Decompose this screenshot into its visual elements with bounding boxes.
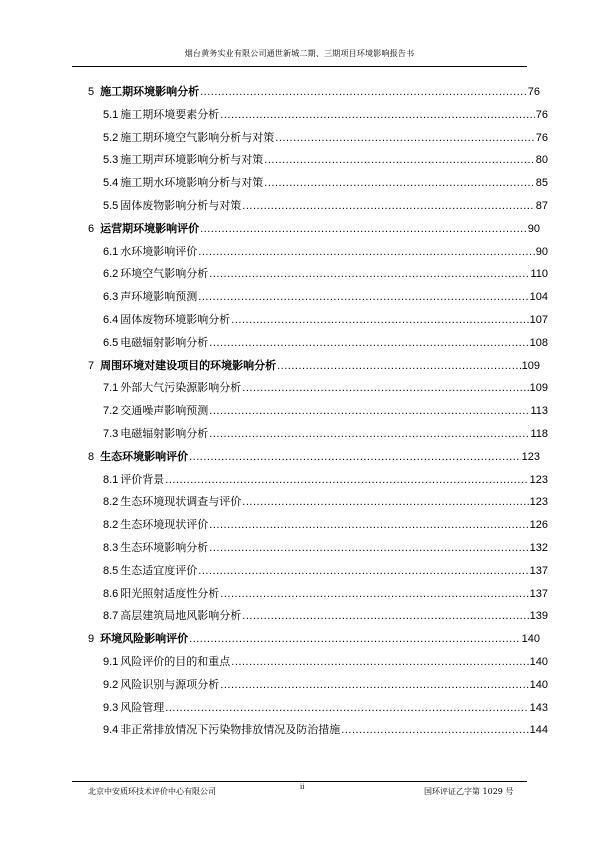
toc-section-row[interactable]	[103, 427, 548, 441]
toc-page-number: 123	[529, 496, 548, 509]
toc-leader-dots	[275, 131, 534, 145]
toc-number: 6.3	[103, 291, 119, 304]
toc-chapter-row[interactable]	[88, 632, 540, 646]
toc-page-number: 140	[529, 656, 548, 668]
toc-section-row[interactable]	[103, 245, 548, 259]
toc-leader-dots	[209, 518, 528, 532]
toc-title: 非正常排放情况下污染物排放情况及防治措施	[120, 723, 341, 737]
toc-number: 9	[88, 633, 95, 646]
toc-page-number: 140	[529, 678, 548, 691]
toc-title: 施工期声环境影响分析与对策	[120, 153, 264, 167]
toc-page-number: 113	[530, 405, 548, 418]
toc-title: 声环境影响预测	[120, 290, 198, 304]
toc-leader-dots	[200, 222, 527, 236]
toc-page-number: 144	[529, 724, 548, 737]
toc-section-row[interactable]	[103, 518, 548, 532]
toc-section-row[interactable]	[103, 541, 548, 555]
toc-number: 8.2	[103, 496, 119, 509]
toc-title: 风险识别与源项分析	[120, 677, 220, 691]
toc-page-number: 139	[529, 610, 548, 623]
toc-page-number: 137	[529, 587, 548, 600]
toc-section-row[interactable]	[103, 336, 548, 350]
toc-number: 5	[88, 86, 95, 98]
toc-title: 环境空气影响分析	[120, 267, 209, 281]
toc-leader-dots	[209, 404, 529, 418]
toc-page-number: 123	[529, 473, 548, 486]
toc-number: 6	[88, 222, 95, 235]
toc-section-row[interactable]	[103, 609, 548, 623]
toc-page-number: 108	[529, 336, 548, 349]
toc-title: 施工期环境要素分析	[120, 107, 220, 121]
toc-section-row[interactable]	[103, 131, 548, 145]
toc-page-number: 118	[530, 428, 548, 440]
toc-number: 6.1	[103, 245, 119, 258]
toc-section-row[interactable]	[103, 701, 548, 715]
footer-certificate: 国环评证乙字第 1029 号	[424, 787, 514, 796]
toc-title: 环境风险影响评价	[100, 632, 189, 646]
toc-number: 5.5	[103, 200, 119, 212]
toc-title: 阳光照射适度性分析	[120, 586, 220, 600]
toc-title: 生态适宜度评价	[120, 563, 198, 577]
toc-title: 周围环境对建设项目的环境影响分析	[100, 358, 277, 372]
toc-number: 8.7	[103, 610, 119, 623]
toc-leader-dots	[209, 267, 529, 281]
toc-page-number: 76	[535, 131, 548, 144]
toc-leader-dots	[242, 495, 528, 509]
toc-title: 生态环境现状调查与评价	[120, 495, 242, 509]
toc-chapter-row[interactable]	[88, 222, 540, 236]
toc-title: 评价背景	[120, 472, 165, 486]
toc-chapter-row[interactable]	[88, 359, 540, 373]
toc-page-number: 87	[535, 200, 548, 212]
toc-page-number: 109	[529, 382, 548, 395]
toc-page-number: 140	[521, 633, 540, 646]
toc-page-number: 76	[535, 108, 548, 121]
toc-leader-dots	[198, 290, 528, 304]
toc-number: 7	[88, 359, 95, 372]
toc-leader-dots	[209, 336, 528, 350]
toc-leader-dots	[198, 564, 528, 578]
toc-title: 水环境影响评价	[120, 244, 198, 258]
toc-section-row[interactable]	[103, 313, 548, 327]
toc-section-row[interactable]	[103, 404, 548, 418]
toc-leader-dots	[220, 108, 534, 122]
toc-page-number: 109	[521, 359, 540, 372]
toc-page-number: 107	[529, 314, 548, 326]
toc-number: 8	[88, 450, 95, 463]
toc-number: 6.2	[103, 268, 119, 281]
toc-page-number: 110	[530, 268, 548, 281]
toc-page-number: 123	[521, 450, 540, 463]
toc-number: 9.1	[103, 656, 119, 668]
footer-page-number: ii	[300, 782, 305, 791]
toc-page-number: 132	[529, 542, 548, 554]
toc-title: 生态环境现状评价	[120, 518, 209, 532]
toc-section-row[interactable]	[103, 108, 548, 122]
toc-title: 风险管理	[120, 700, 165, 714]
toc-title: 施工期环境影响分析	[100, 85, 200, 98]
toc-leader-dots	[231, 655, 528, 669]
toc-leader-dots	[220, 587, 528, 601]
toc-title: 外部大气污染源影响分析	[120, 381, 242, 395]
toc-number: 5.3	[103, 154, 119, 167]
toc-section-row[interactable]	[103, 473, 548, 487]
toc-section-row[interactable]	[103, 723, 548, 737]
header-divider	[72, 66, 527, 67]
toc-number: 6.4	[103, 314, 119, 326]
toc-leader-dots	[220, 678, 528, 692]
toc-number: 9.3	[103, 701, 119, 714]
toc-number: 5.4	[103, 177, 119, 190]
toc-number: 8.6	[103, 587, 119, 600]
toc-leader-dots	[198, 245, 534, 259]
footer-organization: 北京中安质环技术评价中心有限公司	[88, 787, 216, 796]
toc-number: 8.5	[103, 564, 119, 577]
toc-leader-dots	[165, 473, 528, 487]
toc-page-number: 126	[529, 519, 548, 532]
toc-page-number: 76	[527, 86, 540, 98]
toc-leader-dots	[264, 176, 534, 190]
toc-number: 6.5	[103, 336, 119, 349]
toc-leader-dots	[165, 701, 528, 715]
toc-leader-dots	[242, 609, 528, 623]
toc-section-row[interactable]	[103, 290, 548, 304]
toc-leader-dots	[341, 723, 528, 737]
toc-number: 8.1	[103, 473, 119, 486]
toc-title: 固体废物影响分析与对策	[120, 199, 242, 212]
toc-title: 施工期环境空气影响分析与对策	[120, 130, 275, 144]
toc-page-number: 90	[535, 245, 548, 258]
toc-page-number: 137	[529, 564, 548, 577]
toc-page-number: 104	[529, 291, 548, 304]
toc-page-number: 143	[529, 701, 548, 714]
toc-number: 8.3	[103, 542, 119, 554]
toc-leader-dots	[189, 450, 521, 464]
toc-section-row[interactable]	[103, 176, 548, 190]
toc-title: 交通噪声影响预测	[120, 404, 209, 418]
toc-number: 7.2	[103, 405, 119, 418]
toc-section-row[interactable]	[103, 655, 548, 669]
toc-number: 8.2	[103, 519, 119, 532]
toc-leader-dots	[209, 427, 529, 441]
toc-chapter-row[interactable]	[88, 450, 540, 464]
toc-page-number: 85	[535, 177, 548, 190]
toc-leader-dots	[264, 153, 534, 167]
toc-leader-dots	[277, 359, 521, 373]
toc-leader-dots	[200, 85, 527, 99]
toc-leader-dots	[231, 313, 528, 327]
toc-section-row[interactable]	[103, 381, 548, 395]
toc-title: 运营期环境影响评价	[100, 221, 200, 235]
toc-leader-dots	[189, 632, 521, 646]
toc-section-row[interactable]	[103, 267, 548, 281]
toc-number: 5.1	[103, 108, 119, 121]
toc-page-number: 80	[535, 154, 548, 167]
toc-leader-dots	[242, 381, 528, 395]
toc-page-number: 90	[527, 222, 540, 235]
toc-leader-dots	[242, 199, 534, 213]
toc-title: 生态环境影响评价	[100, 449, 189, 463]
toc-title: 生态环境影响分析	[120, 541, 209, 554]
toc-number: 9.2	[103, 678, 119, 691]
toc-title: 电磁辐射影响分析	[120, 427, 209, 440]
toc-title: 高层建筑局地风影响分析	[120, 609, 242, 623]
toc-section-row[interactable]	[103, 495, 548, 509]
toc-section-row[interactable]	[103, 587, 548, 601]
toc-chapter-row[interactable]	[88, 85, 540, 99]
toc-leader-dots	[209, 541, 528, 555]
toc-section-row[interactable]	[103, 153, 548, 167]
page-header: 烟台黄务实业有限公司通世新城二期、三期项目环境影响报告书	[184, 49, 415, 58]
toc-number: 5.2	[103, 131, 119, 144]
toc-title: 固体废物环境影响分析	[120, 313, 231, 326]
toc-section-row[interactable]	[103, 678, 548, 692]
toc-title: 施工期水环境影响分析与对策	[120, 176, 264, 190]
toc-number: 7.1	[103, 382, 119, 395]
toc-section-row[interactable]	[103, 564, 548, 578]
toc-title: 电磁辐射影响分析	[120, 335, 209, 349]
toc-number: 9.4	[103, 724, 119, 737]
toc-number: 7.3	[103, 428, 119, 440]
toc-section-row[interactable]	[103, 199, 548, 213]
toc-title: 风险评价的目的和重点	[120, 655, 231, 668]
